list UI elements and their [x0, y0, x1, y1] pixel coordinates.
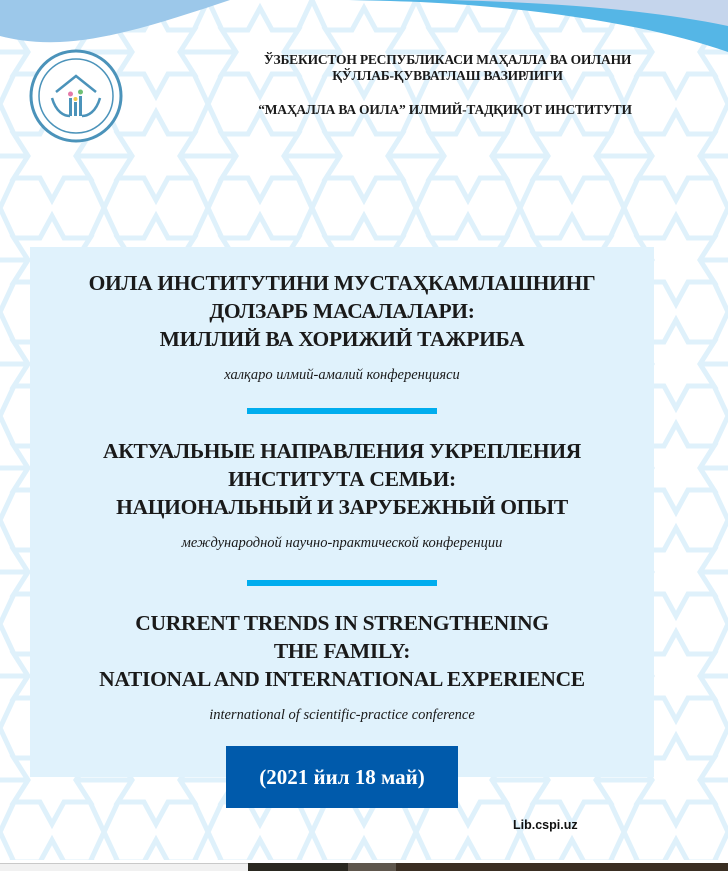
scrollbar-track[interactable] [248, 863, 348, 871]
title-line: ОИЛА ИНСТИТУТИНИ МУСТАҲКАМЛАШНИНГ [88, 271, 596, 295]
title-line: THE FAMILY: [273, 639, 411, 663]
library-watermark: Lib.cspi.uz [513, 818, 578, 832]
ministry-line-1: ЎЗБЕКИСТОН РЕСПУБЛИКАСИ МАҲАЛЛА ВА ОИЛАНИ [263, 52, 632, 67]
section-title [30, 269, 654, 353]
title-line: NATIONAL AND INTERNATIONAL EXPERIENCE [99, 667, 585, 691]
section-title [30, 609, 654, 693]
section-subtitle: international of scientific-practice conference [209, 707, 475, 723]
conference-date-badge [226, 746, 458, 808]
ministry-name [165, 52, 728, 84]
section-subtitle: халқаро илмий-амалий конференцияси [224, 367, 460, 383]
title-line: АКТУАЛЬНЫЕ НАПРАВЛЕНИЯ УКРЕПЛЕНИЯ [102, 439, 582, 463]
conference-date: (2021 йил 18 май) [259, 764, 425, 789]
title-line: ИНСТИТУТА СЕМЬИ: [228, 467, 456, 491]
scrollbar-track-right[interactable] [396, 863, 728, 871]
bottom-scrollbar[interactable] [0, 863, 728, 871]
institute-name: “МАҲАЛЛА ВА ОИЛА” ИЛМИЙ-ТАДҚИҚОТ ИНСТИТУТИ [258, 102, 632, 117]
section-subtitle: международной научно-практической конференции [181, 535, 503, 551]
title-line: МИЛЛИЙ ВА ХОРИЖИЙ ТАЖРИБА [159, 327, 525, 351]
section-uzbek [30, 269, 654, 384]
title-line: НАЦИОНАЛЬНЫЙ И ЗАРУБЕЖНЫЙ ОПЫТ [116, 495, 568, 519]
section-russian [30, 437, 654, 552]
title-line: ДОЛЗАРБ МАСАЛАЛАРИ: [209, 299, 475, 323]
section-english [30, 609, 654, 724]
scrollbar-thumb[interactable] [348, 863, 396, 871]
scrollbar-track-left[interactable] [0, 863, 248, 871]
ministry-line-2: ҚЎЛЛАБ-ҚУВВАТЛАШ ВАЗИРЛИГИ [332, 68, 563, 83]
institute-emblem-icon [28, 48, 124, 144]
section-divider [247, 408, 437, 414]
header-organization [150, 52, 728, 118]
section-title [30, 437, 654, 521]
conference-title-panel [30, 247, 654, 777]
section-divider [247, 580, 437, 586]
title-line: CURRENT TRENDS IN STRENGTHENING [135, 611, 549, 635]
